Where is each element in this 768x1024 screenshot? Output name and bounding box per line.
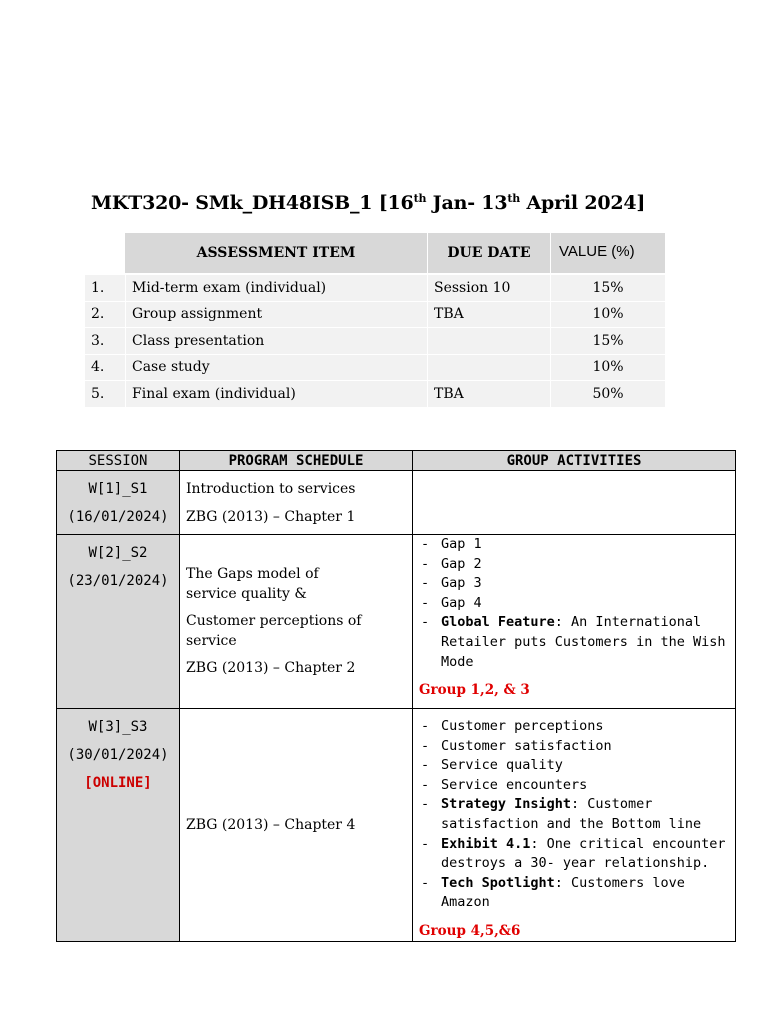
table-row: [85, 328, 665, 355]
assessment-header-blank: [85, 233, 125, 275]
list-item: - Gap 3: [421, 575, 482, 592]
value-percent: 10%: [550, 302, 665, 329]
due-date: TBA: [427, 381, 550, 408]
assessment-item: Group assignment: [125, 302, 427, 329]
list-item: - Customer satisfaction: [421, 737, 612, 754]
program-line: ZBG (2013) – Chapter 4: [186, 816, 356, 833]
session-date: (16/01/2024): [67, 509, 169, 525]
table-row: [85, 355, 665, 382]
schedule-table: [56, 450, 736, 942]
session-week: W[1]_S1: [88, 481, 148, 497]
program-line: ZBG (2013) – Chapter 2: [186, 660, 356, 676]
table-row: [85, 275, 665, 302]
session-week: W[3]_S3: [88, 719, 148, 735]
session-date: (23/01/2024): [67, 573, 169, 589]
list-item: - Customer perceptions: [421, 718, 604, 734]
row-number: 1.: [85, 275, 125, 302]
list-item: - Service quality: [421, 757, 563, 774]
group-label: Group 1,2, & 3: [419, 682, 530, 699]
online-badge: [ONLINE]: [84, 775, 152, 791]
schedule-header-program: PROGRAM SCHEDULE: [180, 451, 413, 471]
list-item: - Global Feature: An International Retailer puts Customers in the Wish Mode: [421, 614, 726, 670]
session-week: W[2]_S2: [88, 545, 148, 561]
row-number: 2.: [85, 302, 125, 329]
list-item: - Strategy Insight: Customer satisfaction and the Bottom line: [421, 796, 702, 832]
session-cell: [57, 471, 180, 535]
value-percent: 10%: [550, 355, 665, 382]
assessment-header-row: [85, 233, 665, 275]
list-item: - Tech Spotlight: Customers love Amazon: [421, 874, 685, 911]
row-number: 4.: [85, 355, 125, 382]
table-row: [85, 302, 665, 329]
program-cell: [180, 471, 413, 535]
activities-cell: [413, 535, 736, 709]
list-item: - Gap 2: [421, 555, 482, 572]
list-item: - Gap 1: [421, 536, 482, 552]
due-date: TBA: [427, 302, 550, 329]
table-row: [85, 381, 665, 408]
assessment-item: Final exam (individual): [125, 381, 427, 408]
program-cell: [180, 709, 413, 942]
list-item: - Gap 4: [421, 594, 482, 611]
program-cell: [180, 535, 413, 709]
schedule-row: [57, 471, 736, 535]
schedule-header-activities: GROUP ACTIVITIES: [413, 451, 736, 471]
list-item: - Exhibit 4.1: One critical encounter destroys a 30- year relationship.: [421, 835, 726, 872]
activities-cell: [413, 471, 736, 535]
list-item: - Service encounters: [421, 776, 588, 793]
value-percent: 15%: [550, 328, 665, 355]
activities-cell: [413, 709, 736, 942]
schedule-header-session: SESSION: [57, 451, 180, 471]
assessment-header-item: ASSESSMENT ITEM: [125, 233, 427, 275]
row-number: 5.: [85, 381, 125, 408]
assessment-item: Case study: [125, 355, 427, 382]
row-number: 3.: [85, 328, 125, 355]
schedule-row: [57, 709, 736, 942]
schedule-header-row: [57, 451, 736, 471]
due-date: [427, 328, 550, 355]
activities-list: [419, 535, 729, 672]
schedule-row: [57, 535, 736, 709]
page-title: MKT320- SMk_DH48ISB_1 [16th Jan- 13th April 2024]: [91, 192, 646, 214]
assessment-header-due: DUE DATE: [427, 233, 550, 275]
activities-list: [419, 717, 729, 913]
session-date: (30/01/2024): [67, 747, 169, 763]
session-cell: [57, 535, 180, 709]
group-label: Group 4,5,&6: [419, 922, 521, 939]
program-line: ZBG (2013) – Chapter 1: [186, 509, 356, 525]
program-line: Customer perceptions of service: [186, 613, 362, 649]
due-date: [427, 355, 550, 382]
assessment-item: Mid-term exam (individual): [125, 275, 427, 302]
session-cell: [57, 709, 180, 942]
value-percent: 15%: [550, 275, 665, 302]
assessment-item: Class presentation: [125, 328, 427, 355]
due-date: Session 10: [427, 275, 550, 302]
value-percent: 50%: [550, 381, 665, 408]
program-line: Introduction to services: [186, 481, 356, 497]
program-line: The Gaps model of service quality &: [186, 566, 319, 602]
assessment-header-value: VALUE (%): [550, 233, 665, 275]
assessment-table: [85, 233, 665, 408]
